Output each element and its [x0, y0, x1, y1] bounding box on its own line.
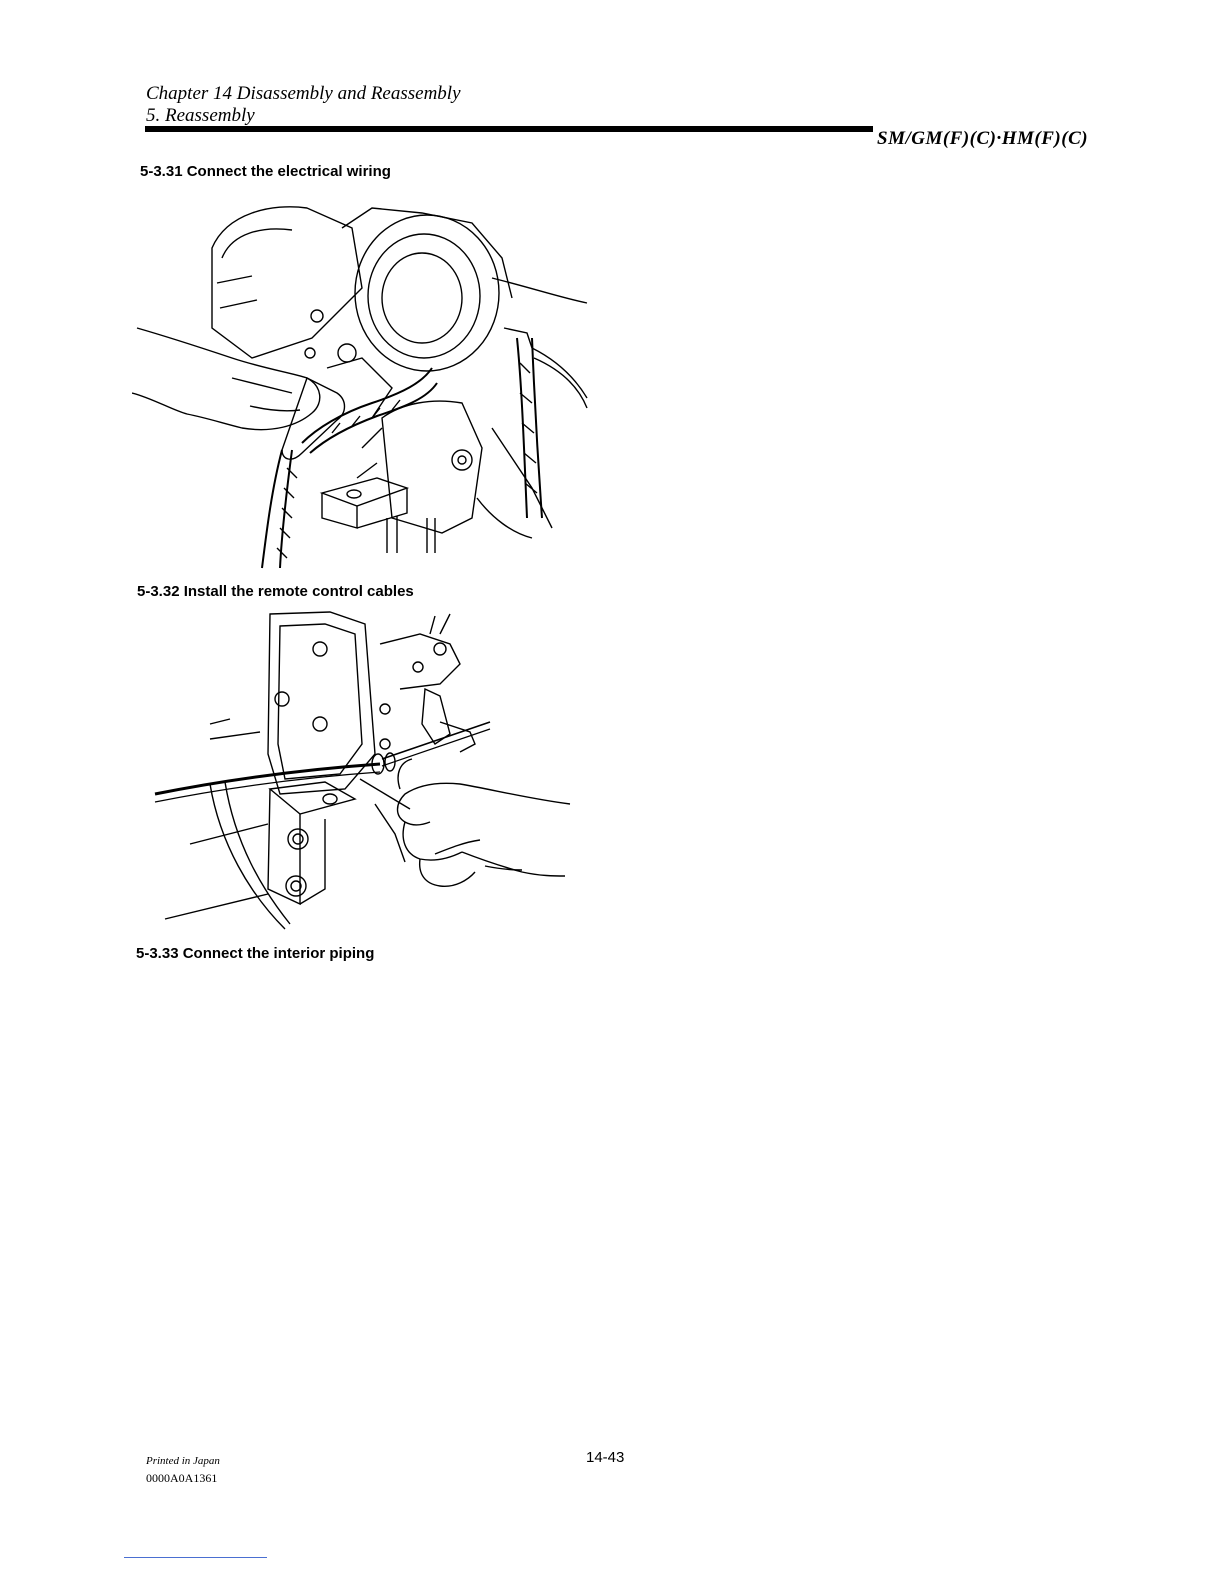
document-code: 0000A0A1361 — [146, 1471, 218, 1485]
header-rule — [145, 126, 873, 132]
chapter-title: Chapter 14 Disassembly and Reassembly — [146, 83, 461, 104]
model-designation: SM/GM(F)(C)·HM(F)(C) — [877, 128, 1089, 149]
step-heading-interior-piping: 5-3.33 Connect the interior piping — [136, 945, 375, 962]
bottom-link-underline — [124, 1557, 267, 1558]
step-heading-remote-control-cables: 5-3.32 Install the remote control cables — [137, 583, 414, 600]
remote-control-cable-illustration — [150, 604, 575, 939]
page-number: 14-43 — [586, 1449, 625, 1466]
electrical-wiring-illustration — [132, 188, 592, 573]
printed-in-note: Printed in Japan — [146, 1455, 220, 1467]
step-heading-electrical-wiring: 5-3.31 Connect the electrical wiring — [140, 163, 391, 180]
section-title: 5. Reassembly — [146, 105, 255, 126]
